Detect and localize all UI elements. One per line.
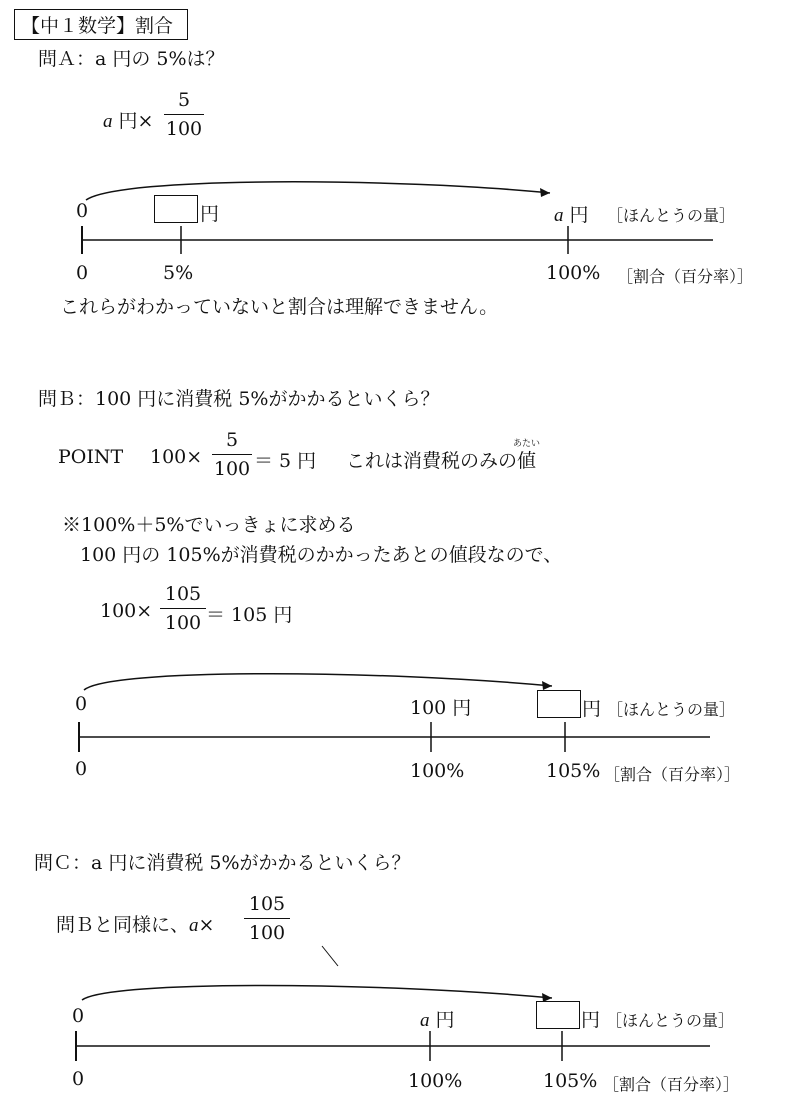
point-result: ＝ 5 円	[254, 450, 317, 472]
arrow-c	[82, 986, 552, 1001]
line-c-bottom-105pct: 105%	[543, 1070, 598, 1092]
variable-a: a	[554, 205, 564, 226]
line-c-top-a-yen	[420, 1005, 455, 1032]
point-label: POINT	[58, 446, 124, 468]
answer-box-c-unit: 円	[581, 1009, 601, 1031]
stray-mark	[322, 946, 338, 966]
actual-amount-label-b: ［ほんとうの量］	[607, 700, 736, 719]
note-a: これらがわかっていないと割合は理解できません。	[60, 296, 499, 318]
fraction-a-denominator: 100	[165, 118, 203, 140]
line-a-bottom-zero: 0	[76, 262, 89, 284]
question-c: 問Ｃ：a 円に消費税 5%がかかるといくら？	[34, 852, 411, 874]
question-a: 問Ａ：a 円の 5%は？	[38, 48, 225, 70]
line-c-bottom-100pct: 100%	[408, 1070, 463, 1092]
line-b-bottom-105pct: 105%	[546, 760, 601, 782]
question-b: 問Ｂ：100 円に消費税 5%がかかるといくら？	[38, 388, 440, 410]
point-note-kanji: 値	[517, 450, 537, 472]
variable-a: a	[420, 1010, 430, 1031]
line-a-top-zero: 0	[76, 200, 89, 222]
line-c-top-zero: 0	[72, 1005, 85, 1027]
point-note-text: これは消費税のみの	[346, 450, 518, 472]
calc-b-result: ＝ 105 円	[206, 604, 293, 626]
answer-box-b-unit: 円	[582, 698, 602, 720]
actual-amount-label-c: ［ほんとうの量］	[606, 1011, 735, 1030]
point-note-ruby: あたい	[513, 439, 541, 449]
tip-b: ※100%＋5%でいっきょに求める	[62, 514, 356, 536]
line-c-bottom-zero: 0	[72, 1068, 85, 1090]
line-a-top-right-unit: 円	[569, 204, 589, 226]
fraction-point-denominator: 100	[213, 458, 251, 480]
variable-a: a	[189, 915, 199, 936]
expression-a-unit: 円×	[118, 110, 154, 132]
actual-amount-label-a: ［ほんとうの量］	[607, 206, 736, 225]
point-expression: 100×	[150, 446, 203, 468]
percentage-label-a: ［割合（百分率）］	[617, 267, 754, 286]
fraction-b-denominator: 100	[164, 612, 202, 634]
line-c-top-a-unit: 円	[435, 1009, 455, 1031]
variable-a: a	[103, 111, 113, 132]
percentage-label-b: ［割合（百分率）］	[604, 765, 741, 784]
fraction-point-numerator: 5	[225, 429, 239, 451]
percentage-label-c: ［割合（百分率）］	[603, 1075, 740, 1094]
line-b-top-100yen: 100 円	[410, 697, 472, 719]
line-b-top-zero: 0	[75, 693, 88, 715]
fraction-c-denominator: 100	[248, 922, 286, 944]
line-a-bottom-5pct: 5%	[163, 262, 194, 284]
expression-c-op: ×	[198, 914, 215, 936]
line-b-bottom-zero: 0	[75, 758, 88, 780]
worksheet-title: 【中１数学】割合	[14, 9, 188, 40]
line-a-bottom-100pct: 100%	[546, 262, 601, 284]
calc-b-prefix: 100×	[100, 600, 153, 622]
answer-box-c[interactable]	[536, 1001, 580, 1029]
explain-b: 100 円の 105%が消費税のかかったあとの値段なので、	[80, 544, 563, 566]
fraction-c-numerator: 105	[248, 893, 286, 915]
line-b-bottom-100pct: 100%	[410, 760, 465, 782]
fraction-a-numerator: 5	[177, 89, 191, 111]
fraction-b-numerator: 105	[164, 583, 202, 605]
answer-box-a-unit: 円	[200, 203, 220, 225]
expression-c-text: 問Ｂと同様に、	[56, 914, 190, 936]
